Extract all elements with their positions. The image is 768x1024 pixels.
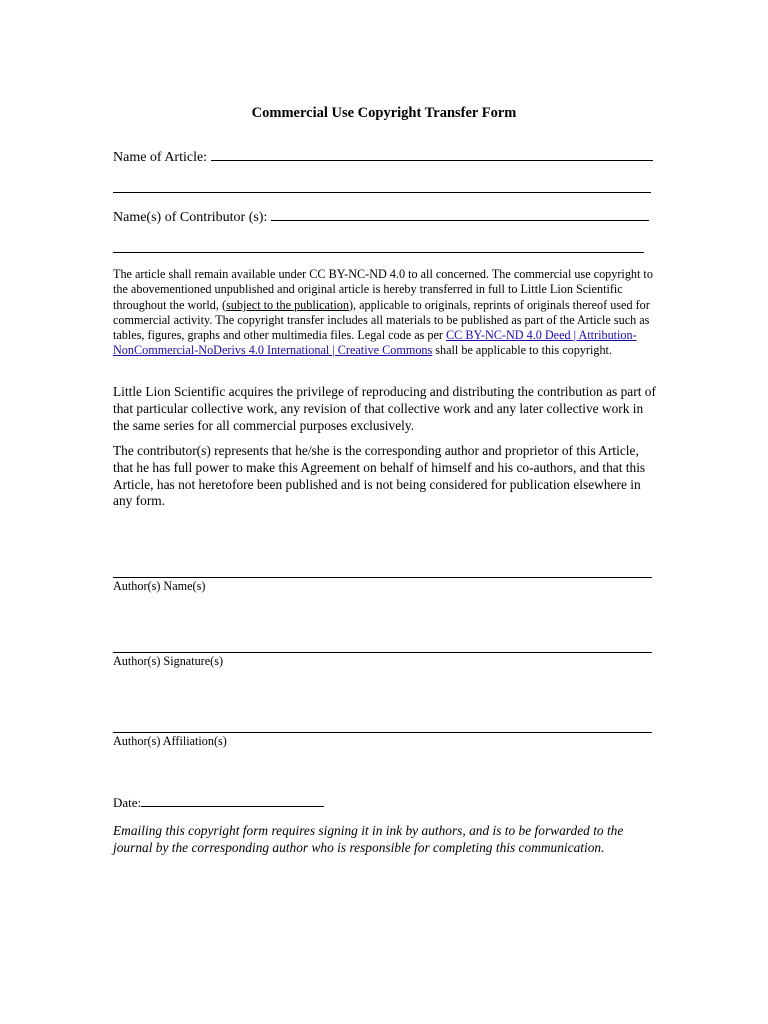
license-text-middle: ), applicable to originals, reprints of originals thereof used for commercial activity. The copyright transfer includes all materials to be published as part of the Article such as tables, figures, graphs and other multimedia files. Legal code as per — [113, 297, 650, 343]
form-title: Commercial Use Copyright Transfer Form — [251, 105, 517, 121]
contributor-names-blank[interactable] — [271, 207, 649, 221]
article-name-blank-continuation[interactable] — [113, 192, 651, 193]
date-field — [113, 793, 324, 811]
license-text-end: shall be applicable to this copyright. — [432, 343, 612, 358]
license-text-start: The article shall remain available under CC BY-NC-ND 4.0 to all concerned. The commercial use copyright to the abovementioned unpublished and original article is hereby transferred in full to Little Lion Scientific throughout the world, ( — [113, 267, 653, 312]
author-names-line[interactable] — [113, 577, 652, 578]
publication-condition-text: subject to the publication — [226, 297, 349, 312]
contributor-names-blank-continuation[interactable] — [113, 252, 644, 253]
author-names-label: Author(s) Name(s) — [113, 579, 206, 593]
article-name-field — [113, 147, 653, 166]
date-blank[interactable] — [141, 793, 324, 807]
article-name-label: Name of Article: — [113, 150, 208, 165]
author-affiliation-line[interactable] — [113, 732, 652, 733]
license-paragraph — [113, 267, 658, 359]
contributor-names-field — [113, 207, 649, 226]
article-name-blank[interactable] — [211, 147, 653, 161]
privilege-paragraph: Little Lion Scientific acquires the privilege of reproducing and distributing the contribution as part of that particular collective work, any revision of that collective work and any later collective work in the same series for all commercial purposes exclusively. — [113, 384, 656, 433]
author-signature-line[interactable] — [113, 652, 652, 653]
contributor-representation-paragraph: The contributor(s) represents that he/she is the corresponding author and proprietor of this Article, that he has full power to make this Agreement on behalf of himself and his co-authors, and that this Article, has not heretofore been published and is not being considered for publication elsewhere in any form. — [113, 443, 646, 509]
contributor-names-label: Name(s) of Contributor (s): — [113, 210, 268, 225]
author-affiliation-label: Author(s) Affiliation(s) — [113, 734, 227, 748]
cc-license-link[interactable]: CC BY-NC-ND 4.0 Deed | Attribution-NonCommercial-NoDerivs 4.0 International | Creative Commons — [113, 328, 637, 358]
date-label: Date: — [113, 795, 142, 810]
emailing-instructions-note: Emailing this copyright form requires signing it in ink by authors, and is to be forwarded to the journal by the corresponding author who is responsible for completing this communication. — [113, 823, 624, 855]
author-signature-label: Author(s) Signature(s) — [113, 654, 224, 668]
